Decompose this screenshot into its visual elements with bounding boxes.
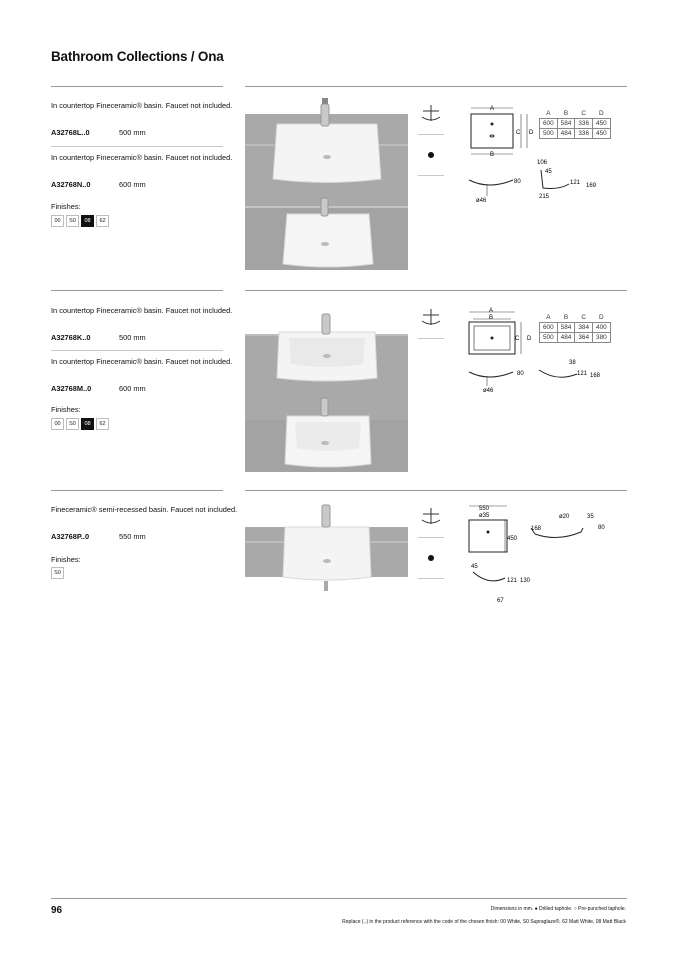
- divider: [245, 290, 627, 291]
- table-header: D: [599, 110, 604, 117]
- product-size: 600 mm: [119, 384, 146, 393]
- page-title: Bathroom Collections / Ona: [51, 49, 224, 64]
- table-cell: 584: [557, 323, 575, 333]
- taphole-icons: [418, 497, 444, 579]
- mounting-icon: [418, 497, 444, 538]
- finish-chip: 00: [51, 215, 64, 227]
- table-cell: 484: [557, 129, 575, 139]
- finish-chip: S0: [66, 215, 79, 227]
- table-cell: 380: [593, 333, 611, 343]
- dim-label: ø35: [479, 513, 490, 519]
- dim-label: 168: [531, 526, 542, 532]
- table-header: C: [581, 110, 586, 117]
- table-cell: 584: [557, 119, 575, 129]
- taphole-icons: [418, 298, 444, 339]
- dim-label: ø46: [476, 198, 487, 204]
- dim-label: 35: [587, 514, 594, 520]
- product-size: 600 mm: [119, 180, 146, 189]
- table-header: B: [563, 314, 569, 321]
- dim-label: 121: [507, 578, 518, 584]
- dim-label: D: [527, 336, 532, 342]
- technical-drawing: [465, 502, 627, 606]
- product-ref: A32768M..0: [51, 384, 92, 393]
- table-cell: 336: [575, 129, 593, 139]
- dim-label: 67: [497, 598, 504, 604]
- finish-chip: 62: [96, 215, 109, 227]
- dim-label: 80: [517, 371, 524, 377]
- dim-label: 106: [537, 160, 548, 166]
- table-cell: 384: [575, 323, 593, 333]
- table-cell: 400: [593, 323, 611, 333]
- table-row: [540, 119, 611, 129]
- product-description: In countertop Fineceramic® basin. Faucet not included.: [51, 306, 233, 315]
- page-number: 96: [51, 905, 63, 916]
- dim-label: 169: [586, 183, 597, 189]
- dim-label: 121: [577, 371, 588, 377]
- table-cell: 500: [540, 129, 558, 139]
- dim-label: 45: [471, 564, 478, 570]
- product-description: In countertop Fineceramic® basin. Faucet not included.: [51, 153, 233, 162]
- dim-label: 45: [545, 169, 552, 175]
- dim-label: 168: [590, 373, 601, 379]
- dim-label: A: [489, 308, 494, 314]
- dim-label: ø46: [483, 388, 494, 394]
- divider: [51, 146, 223, 147]
- mounting-icon: [418, 298, 444, 339]
- dim-label: 130: [520, 578, 531, 584]
- product-size: 500 mm: [119, 333, 146, 342]
- dim-label: 450: [507, 536, 518, 542]
- product-photo: [245, 298, 408, 472]
- finish-swatches: [51, 418, 109, 430]
- divider: [51, 490, 223, 491]
- finishes-label: Finishes:: [51, 405, 81, 414]
- divider: [51, 290, 223, 291]
- table-cell: 500: [540, 333, 558, 343]
- table-cell: 364: [575, 333, 593, 343]
- finishes-label: Finishes:: [51, 555, 81, 564]
- table-header: C: [581, 314, 586, 321]
- dim-label: 121: [570, 180, 581, 186]
- dim-label: 38: [569, 360, 576, 366]
- finish-chip: 62: [96, 418, 109, 430]
- table-row: [540, 323, 611, 333]
- table-row: [540, 333, 611, 343]
- product-photo: [245, 94, 408, 270]
- table-cell: 484: [557, 333, 575, 343]
- product-description: In countertop Fineceramic® basin. Faucet not included.: [51, 357, 233, 366]
- drilled-taphole-icon: [418, 538, 444, 579]
- dim-label: ø20: [559, 514, 570, 520]
- dimensions-table: [539, 314, 611, 343]
- dim-label: 80: [514, 179, 521, 185]
- legend-note: Dimensions in mm. ● Drilled taphole. ○ Pre-punched taphole.: [490, 906, 626, 912]
- dim-label: 80: [598, 525, 605, 531]
- finish-chip: S0: [66, 418, 79, 430]
- finish-chip: 00: [51, 418, 64, 430]
- table-header: D: [599, 314, 604, 321]
- table-cell: 600: [540, 323, 558, 333]
- table-header: A: [546, 314, 551, 321]
- product-ref: A32768K..0: [51, 333, 91, 342]
- replace-note: Replace (..) in the product reference with the code of the chosen finish: 00 White, S0 Supraglaze®, 62 Matt White, 08 Matt Black: [342, 919, 626, 925]
- dim-label: B: [489, 315, 494, 321]
- product-ref: A32768N..0: [51, 180, 91, 189]
- drilled-taphole-icon: [418, 135, 444, 176]
- table-row: [540, 129, 611, 139]
- dim-label: A: [490, 106, 495, 112]
- dim-label: D: [529, 130, 534, 136]
- taphole-icons: [418, 94, 444, 176]
- product-photo: [245, 497, 408, 593]
- product-ref: A32768L..0: [51, 128, 90, 137]
- mounting-icon: [418, 94, 444, 135]
- dimensions-table: [539, 110, 611, 139]
- dim-label: C: [515, 336, 520, 342]
- divider: [245, 86, 627, 87]
- table-header: B: [563, 110, 569, 117]
- table-cell: 600: [540, 119, 558, 129]
- finishes-label: Finishes:: [51, 202, 81, 211]
- finish-chip: S0: [51, 567, 64, 579]
- dim-label: 550: [479, 506, 490, 512]
- table-header: A: [546, 110, 551, 117]
- dim-label: B: [490, 152, 495, 158]
- table-cell: 450: [593, 119, 611, 129]
- product-size: 550 mm: [119, 532, 146, 541]
- dim-label: C: [516, 130, 521, 136]
- dim-label: 215: [539, 194, 550, 200]
- finish-chip: 08: [81, 418, 94, 430]
- divider: [245, 490, 627, 491]
- product-description: Fineceramic® semi-recessed basin. Faucet not included.: [51, 505, 238, 514]
- footer-divider: [51, 898, 627, 899]
- table-cell: 450: [593, 129, 611, 139]
- finish-swatches: [51, 567, 64, 579]
- finish-chip: 08: [81, 215, 94, 227]
- divider: [51, 86, 223, 87]
- table-cell: 336: [575, 119, 593, 129]
- product-size: 500 mm: [119, 128, 146, 137]
- divider: [51, 350, 223, 351]
- product-ref: A32768P..0: [51, 532, 90, 541]
- product-description: In countertop Fineceramic® basin. Faucet not included.: [51, 101, 233, 110]
- finish-swatches: [51, 215, 109, 227]
